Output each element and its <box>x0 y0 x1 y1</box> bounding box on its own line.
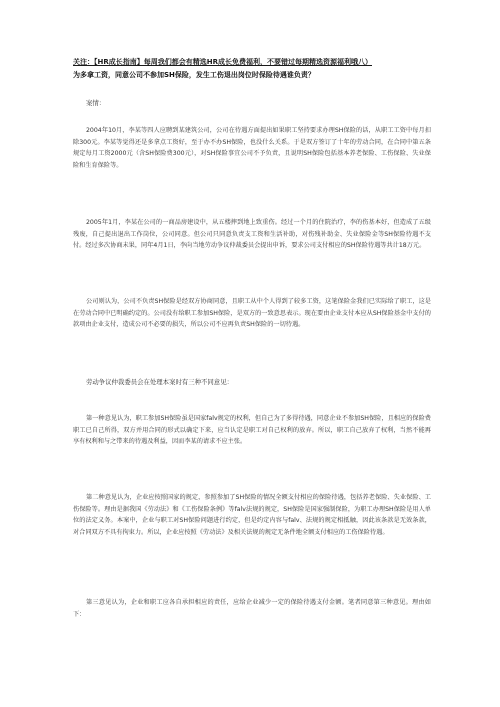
paragraph-5: 第一种意见认为，职工参加SH保险虽是国家falv规定的权利，但自己为了多得待遇，同意企业不参加SH保险，且相应的保险费职工已自己所得，双方并用合同的形式以确定下来，应当认定是职工对自己权利的放弃。所以，职工自己放弃了权利，当然不能再享有权利和与之带来的待遇及利益，因而李某的请求不应主张。 <box>73 415 431 445</box>
article-title: 为多拿工资，同意公司不参加SH保险，发生工伤退出岗位时保险待遇谁负责？ <box>73 71 315 79</box>
paragraph-1: 2004年10月，李某等四人应聘到某建筑公司，公司在待遇方面提出如果职工坚持要求办理SH保险的话，从职工工资中每月扣除300元。李某等觉得还是多拿点工资好，至于办不办SH保险，也没什么关系。于是双方签订了十年的劳动合同，在合同中第五条规定每月工资2000元（含SH保险费300元），对SH保险事宜公司不予负责，且说明SH保险包括基本养老保险、工伤保险、失业保险和生育保险等。 <box>73 127 431 169</box>
paragraph-6: 第二种意见认为，企业应按照国家的规定，参照参加了SH保险的情况全额支付相应的保险待遇，包括养老保险、失业保险、工伤保险等。理由是据我国《劳动法》和《工伤保险条例》等falv法规的规定，SH保险是国家强制保险，为职工办理SH保险是用人单位的法定义务。本案中，企业与职工对SH保险问题进行约定，但是约定内容与falv、法规的规定相抵触，因此该条款是无效条款，对合同双方不具有拘束力。所以，企业应按照《劳动法》及相关法规的规定无条件地全额支付相应的工伤保险待遇。 <box>73 494 431 536</box>
case-label: 案情： <box>86 99 106 107</box>
paragraph-3: 公司则认为，公司不负责SH保险是经双方协商同意，且职工从中个人得到了较多工资，这笔保险金我们已实际给了职工，这是在劳动合同中已明确约定的。公司没有给职工参加SH保险，是双方的一致意思表示。现在要由企业支付本应从SH保险基金中支付的款项由企业支付，造成公司不必要的损失，所以公司不应再负责SH保险的一切待遇。 <box>73 298 431 328</box>
promo-banner[interactable]: 关注：【HR成长指南】每周我们都会有精选HR成长免费福利，不要错过每期精选资源福利哦八） <box>73 58 372 66</box>
paragraph-7: 第三意见认为，企业和职工应各自承担相应的责任，应给企业减少一定的保险待遇支付金额。笔者同意第三种意见。理由如下： <box>73 599 431 618</box>
paragraph-2: 2005年1月，李某在公司的一商品房建设中，从五楼摔到地上致重伤。经过一个月的住院治疗，李的伤基本好，但造成了五级残废，自己提出退出工作岗位，公司同意。但公司只同意负责支工资和生活补助，对伤残补助金、失业保险金等SH保险待遇不支付。经过多次协商未果，同年4月1日，李向当地劳动争议仲裁委员会提出申诉，要求公司支付相应的SH保险待遇等共计18万元。 <box>73 219 431 249</box>
paragraph-4: 劳动争议仲裁委员会在处理本案时有三种不同意见： <box>86 378 233 386</box>
